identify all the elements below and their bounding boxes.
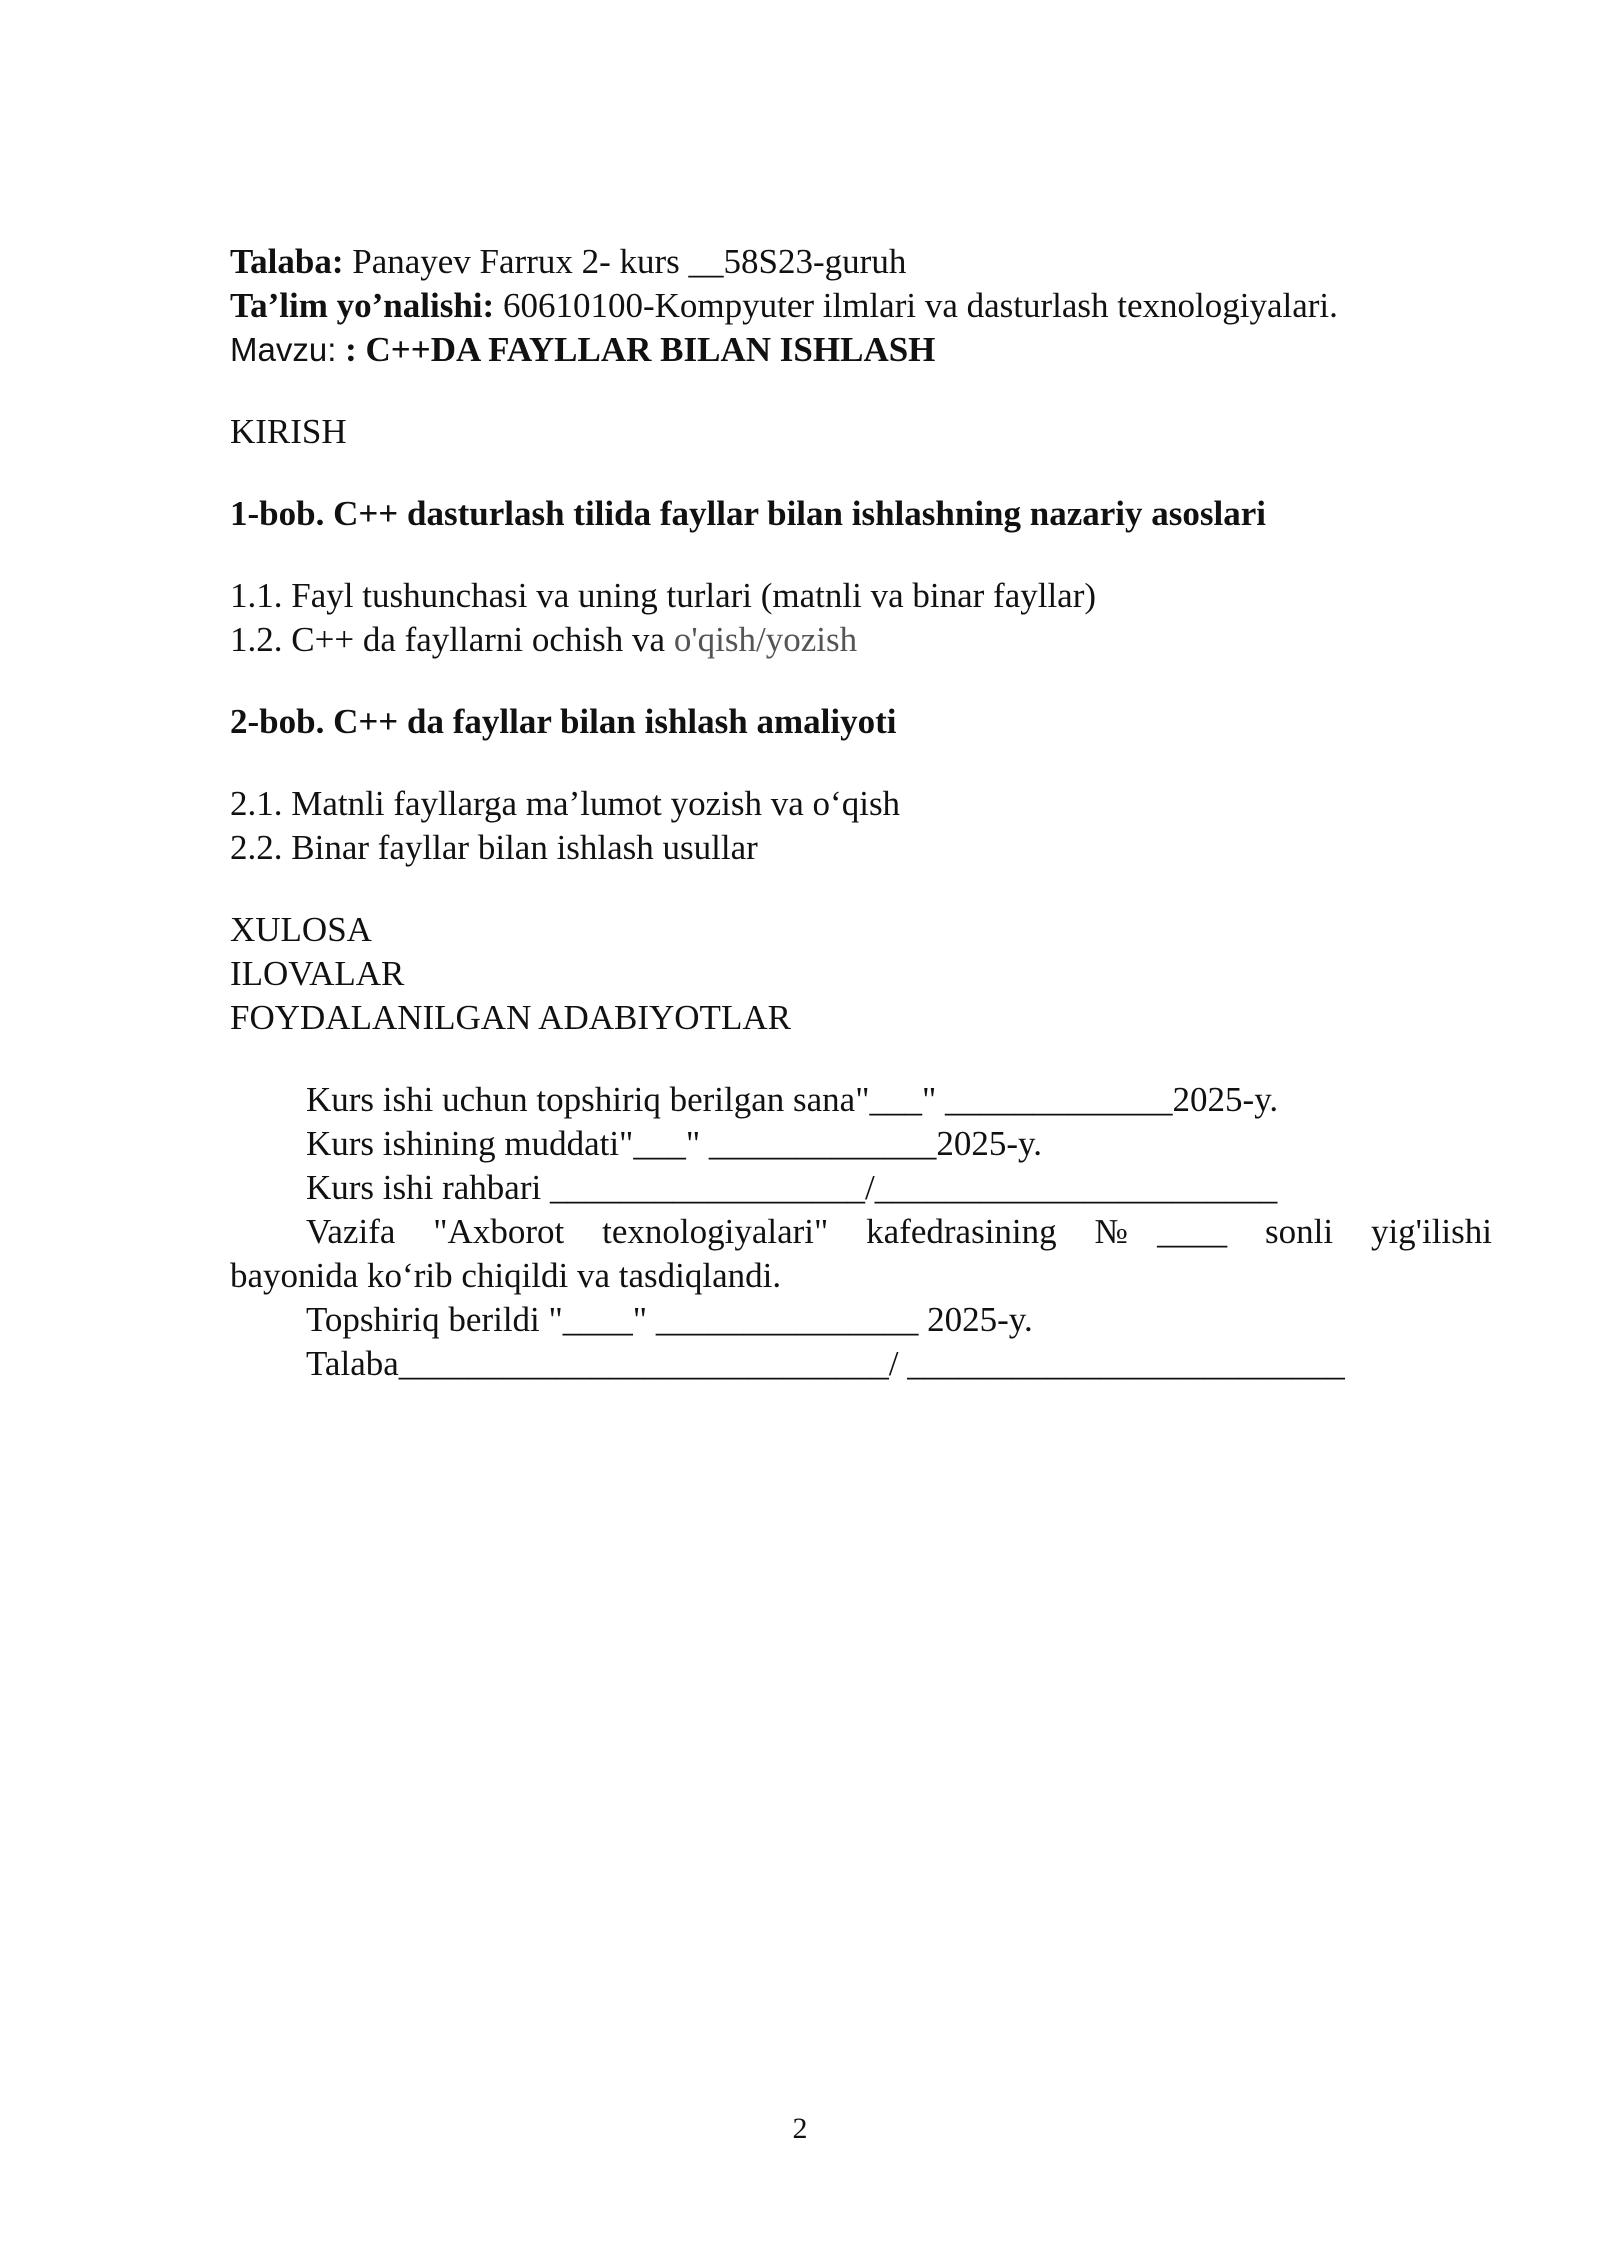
toc-conclusion: XULOSA bbox=[230, 910, 372, 949]
chapter2-item2: 2.2. Binar fayllar bilan ishlash usullar bbox=[230, 828, 758, 867]
chapter1-item2 bbox=[230, 618, 1492, 662]
supervisor-line: Kurs ishi rahbari __________________/_______________________ bbox=[306, 1168, 1278, 1207]
spacer bbox=[230, 536, 1492, 574]
spacer bbox=[230, 372, 1492, 410]
page-number: 2 bbox=[792, 2112, 808, 2145]
direction-line bbox=[230, 284, 1492, 328]
assigned-date-line: Kurs ishi uchun topshiriq berilgan sana"___" _____________2025-y. bbox=[306, 1080, 1279, 1119]
spacer bbox=[230, 1040, 1492, 1078]
student-signature-line: Talaba____________________________/ _________________________ bbox=[306, 1344, 1345, 1383]
duration-line: Kurs ishining muddati"___" _____________2025-y. bbox=[306, 1124, 1043, 1163]
spacer bbox=[230, 454, 1492, 492]
task-line-2: bayonida ko‘rib chiqildi va tasdiqlandi. bbox=[230, 1256, 782, 1295]
toc-references: FOYDALANILGAN ADABIYOTLAR bbox=[230, 998, 791, 1037]
chapter1-item2-main: 1.2. C++ da fayllarni ochish va bbox=[230, 620, 674, 659]
spacer bbox=[230, 744, 1492, 782]
student-value: Panayev Farrux 2- kurs __58S23-guruh bbox=[343, 242, 907, 281]
chapter1-item2-tail: o'qish/yozish bbox=[673, 620, 858, 659]
chapter2-title: 2-bob. C++ da fayllar bilan ishlash amaliyoti bbox=[230, 702, 897, 741]
topic-label: Mavzu: bbox=[230, 331, 337, 368]
topic-line bbox=[230, 328, 1492, 372]
task-line-1: Vazifa "Axborot texnologiyalari" kafedrasining №____ sonli yig'ilishi bbox=[306, 1212, 1492, 1251]
spacer bbox=[230, 662, 1492, 700]
spacer bbox=[230, 870, 1492, 908]
task-given-line: Topshiriq berildi "____" _______________ 2025-y. bbox=[306, 1300, 1033, 1339]
direction-value: 60610100-Kompyuter ilmlari va dasturlash texnologiyalari. bbox=[494, 286, 1338, 325]
chapter1-item1: 1.1. Fayl tushunchasi va uning turlari (matnli va binar fayllar) bbox=[230, 576, 1097, 615]
student-line bbox=[230, 240, 1492, 284]
toc-intro: KIRISH bbox=[230, 412, 347, 451]
student-label: Talaba: bbox=[230, 242, 344, 281]
chapter2-item1: 2.1. Matnli fayllarga ma’lumot yozish va o‘qish bbox=[230, 784, 901, 823]
page-content bbox=[230, 240, 1492, 1386]
topic-value: : C++DA FAYLLAR BILAN ISHLASH bbox=[336, 330, 936, 369]
toc-appendices: ILOVALAR bbox=[230, 954, 405, 993]
direction-label: Ta’lim yo’nalishi: bbox=[230, 286, 495, 325]
chapter1-title: 1-bob. C++ dasturlash tilida fayllar bilan ishlashning nazariy asoslari bbox=[230, 494, 1266, 533]
